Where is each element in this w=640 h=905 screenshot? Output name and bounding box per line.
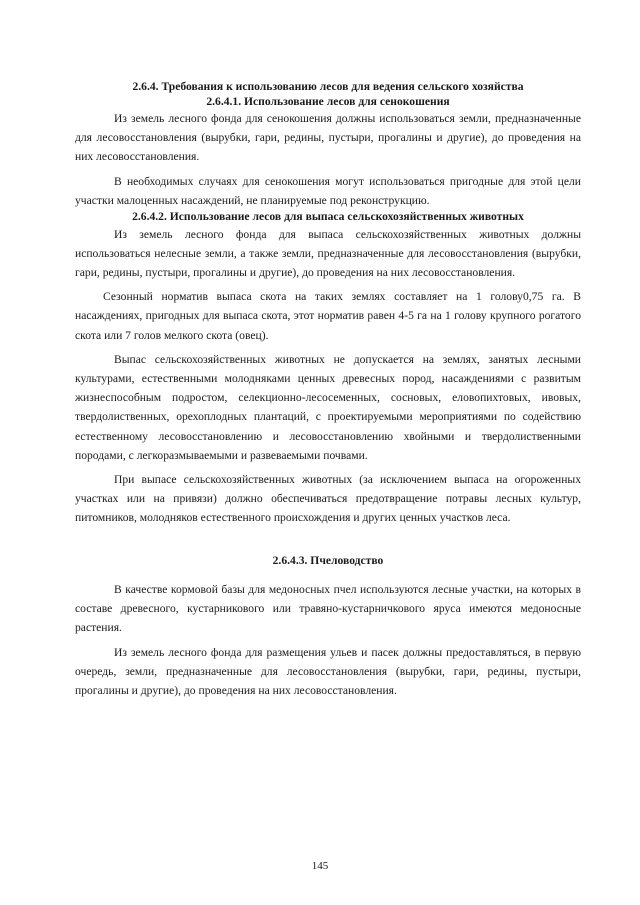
subsection-heading-2-6-4-2: 2.6.4.2. Использование лесов для выпаса сельскохозяйственных животных	[132, 210, 524, 224]
paragraph-hay-lands: Из земель лесного фонда для сенокошения должны использоваться земли, предназначенные для лесовосстановления (вырубки, гари, редины, пустыри, прогалины и другие), до проведения на них лесовосстановления.	[75, 112, 581, 164]
paragraph-grazing-protection: При выпасе сельскохозяйственных животных (за исключением выпаса на огороженных участках или на привязи) должно обеспечиваться предотвращение потравы лесных культур, питомников, молодняков естественного происхождения и других ценных участков леса.	[75, 472, 581, 525]
paragraph-grazing-lands: Из земель лесного фонда для выпаса сельскохозяйственных животных должны использоваться нелесные земли, а также земли, предназначенные для лесовосстановления (вырубки, гари, редины, пустыри, прогалины и другие), до проведения на них лесовосстановления.	[75, 227, 581, 279]
section-heading-2-6-4: 2.6.4. Требования к использованию лесов для ведения сельского хозяйства	[132, 80, 524, 93]
paragraph-grazing-norm: Сезонный норматив выпаса скота на таких землях составляет на 1 голову0,75 га. В насаждениях, пригодных для выпаса скота, этот норматив равен 4-5 га на 1 голову крупного рогатого скота или 7 голов мелкого скота (овец).	[75, 290, 581, 342]
paragraph-bee-hives: Из земель лесного фонда для размещения ульев и пасек должны предоставляться, в первую очередь, земли, предназначенные для лесовосстановления (вырубки, гари, редины, пустыри, прогалины и другие), до проведения на них лесовосстановления.	[75, 645, 581, 698]
document-page	[75, 80, 581, 700]
subsection-heading-2-6-4-1: 2.6.4.1. Использование лесов для сенокошения	[206, 94, 450, 108]
paragraph-bee-forage: В качестве кормовой базы для медоносных пчел используются лесные участки, на которых в составе древесного, кустарникового или травяно-кустарничкового яруса имеются медоносные растения.	[75, 583, 581, 635]
paragraph-grazing-prohibited: Выпас сельскохозяйственных животных не допускается на землях, занятых лесными культурами, естественными молодняками ценных древесных пород, насаждениями с развитым жизнеспособным подростом, селекционно-лесосеменных, сосновых, еловопихтовых, ивовых, твердолиственных, орехоплодных плантаций, с проектируемыми мероприятиями по содействию естественному лесовосстановлению и лесовосстановлению хвойными и твердолиственными породами, с легкоразмываемыми и развеваемыми почвами.	[75, 352, 581, 462]
page-number: 145	[311, 860, 329, 872]
paragraph-hay-low-value: В необходимых случаях для сенокошения могут использоваться пригодные для этой цели участки малоценных насаждений, не планируемые под реконструкцию.	[75, 174, 581, 207]
subsection-heading-2-6-4-3: 2.6.4.3. Пчеловодство	[272, 553, 384, 567]
